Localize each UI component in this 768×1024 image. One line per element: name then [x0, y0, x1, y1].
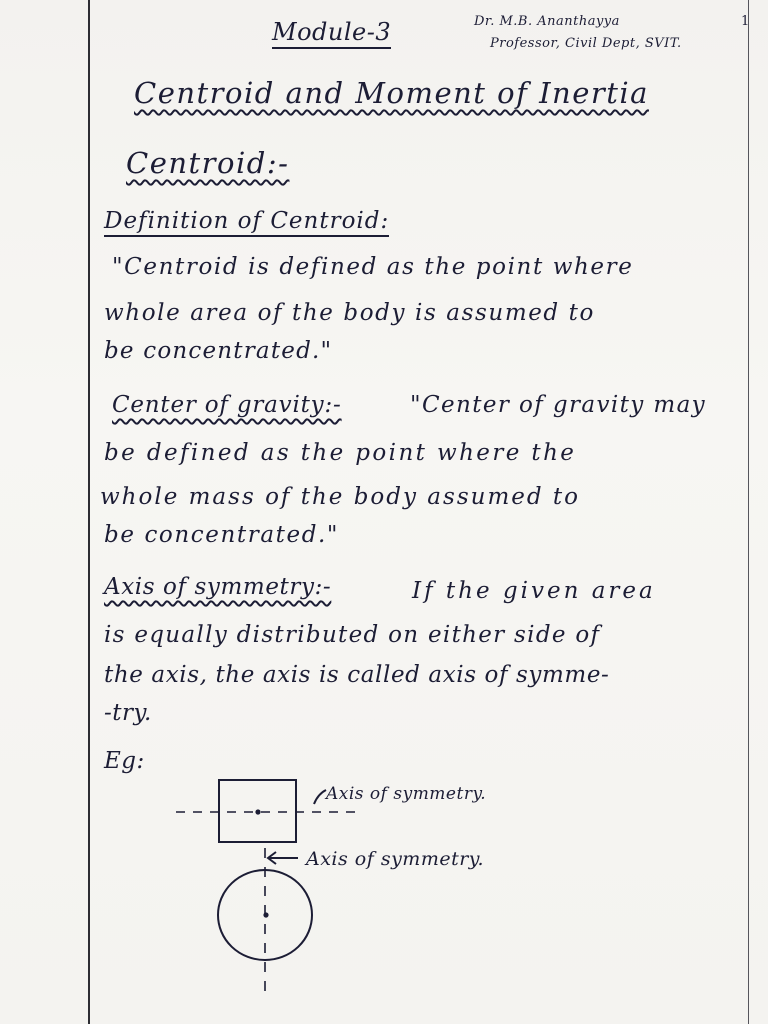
symmetry-line-1: If the given area: [412, 578, 656, 604]
rectangle-axis-label: Axis of symmetry.: [326, 784, 487, 804]
definition-heading: Definition of Centroid:: [104, 208, 389, 237]
page-title: Centroid and Moment of Inertia: [134, 76, 649, 110]
example-label: Eg:: [104, 748, 145, 774]
cog-line-2: be defined as the point where the: [104, 440, 577, 466]
cog-heading: Center of gravity:-: [112, 392, 342, 418]
definition-line-3: be concentrated.": [104, 338, 333, 364]
symmetry-heading: Axis of symmetry:-: [104, 574, 332, 600]
symmetry-line-4: -try.: [104, 700, 152, 726]
circle-centroid-dot: [264, 913, 267, 916]
definition-line-1: "Centroid is defined as the point where: [112, 254, 634, 280]
author-designation: Professor, Civil Dept, SVIT.: [490, 36, 682, 51]
author-name: Dr. M.B. Ananthayya: [474, 14, 620, 29]
rectangle-centroid-dot: [256, 810, 259, 813]
page-number: 1: [741, 14, 750, 29]
cog-line-4: be concentrated.": [104, 522, 340, 548]
cog-line-1: "Center of gravity may: [410, 392, 707, 418]
module-heading: Module-3: [272, 18, 391, 49]
circle-axis-arrow: [268, 852, 298, 864]
definition-line-2: whole area of the body is assumed to: [104, 300, 595, 326]
section-heading: Centroid:-: [126, 146, 290, 180]
symmetry-line-2: is equally distributed on either side of: [104, 622, 601, 648]
symmetry-line-3: the axis, the axis is called axis of symme-: [104, 662, 610, 688]
rectangle-axis-arrow: [314, 790, 326, 804]
circle-axis-label: Axis of symmetry.: [306, 848, 485, 870]
cog-line-3: whole mass of the body assumed to: [100, 484, 580, 510]
